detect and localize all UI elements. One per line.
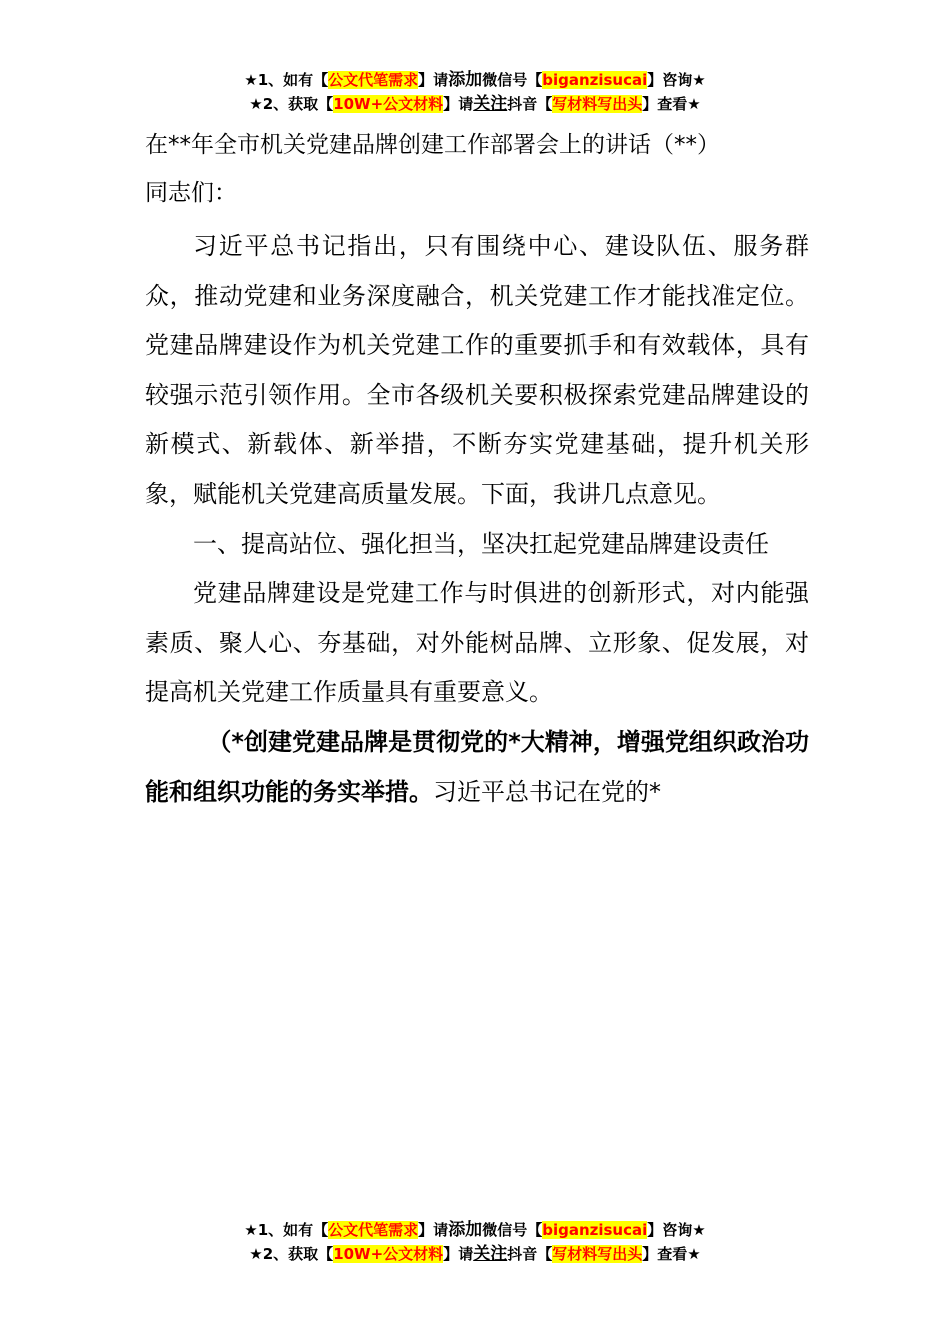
banner-text: 】咨询★ (647, 71, 706, 89)
header-banner-line-2 (0, 92, 950, 116)
highlight-writing-service: 公文代笔需求 (328, 71, 419, 89)
paragraph-3-bold: （*创建党建品牌是贯彻党的*大精神，增强党组织政治功能和组织功能的务实举措。 (145, 727, 809, 806)
banner-emphasis: 添加 (448, 70, 483, 90)
paragraph-3-rest: 习近平总书记在党的* (433, 777, 661, 806)
banner-emphasis: 添加 (448, 1220, 483, 1240)
highlight-materials: 10W+公文材料 (333, 95, 444, 113)
section-heading-1: 一、提高站位、强化担当，坚决扛起党建品牌建设责任 (193, 529, 769, 558)
document-title: 在**年全市机关党建品牌创建工作部署会上的讲话（**） (145, 132, 720, 158)
banner-text: 抖音【 (507, 95, 553, 113)
highlight-wechat-id: biganzisucai (542, 71, 648, 89)
banner-text: 微信号【 (482, 1221, 543, 1239)
banner-text: ★1、如有【 (244, 1221, 329, 1239)
banner-text: ★2、获取【 (249, 95, 334, 113)
banner-text: 】查看★ (642, 95, 701, 113)
banner-text: 抖音【 (507, 1245, 553, 1263)
highlight-douyin-account: 写材料写出头 (552, 95, 643, 113)
paragraph-2: 党建品牌建设是党建工作与时俱进的创新形式，对内能强素质、聚人心、夯基础，对外能树品牌、立形象、促发展，对提高机关党建工作质量具有重要意义。 (145, 579, 809, 707)
banner-emphasis: 关注 (473, 94, 508, 114)
footer-banner (0, 1218, 950, 1266)
banner-text: 微信号【 (482, 71, 543, 89)
banner-text: 】咨询★ (647, 1221, 706, 1239)
footer-banner-line-2 (0, 1242, 950, 1266)
header-banner (0, 68, 950, 116)
banner-text: 】请 (443, 1245, 474, 1263)
highlight-writing-service: 公文代笔需求 (328, 1221, 419, 1239)
header-banner-line-1 (0, 68, 950, 92)
banner-emphasis: 关注 (473, 1244, 508, 1264)
paragraph-intro: 习近平总书记指出，只有围绕中心、建设队伍、服务群众，推动党建和业务深度融合，机关党建工作才能找准定位。党建品牌建设作为机关党建工作的重要抓手和有效载体，具有较强示范引领作用。全市各级机关要积极探索党建品牌建设的新模式、新载体、新举措，不断夯实党建基础，提升机关形象，赋能机关党建高质量发展。下面，我讲几点意见。 (145, 232, 809, 508)
paragraph-3 (145, 718, 809, 817)
banner-text: ★1、如有【 (244, 71, 329, 89)
document-body (145, 222, 809, 817)
banner-text: 】请 (443, 95, 474, 113)
footer-banner-line-1 (0, 1218, 950, 1242)
banner-text: 】查看★ (642, 1245, 701, 1263)
highlight-douyin-account: 写材料写出头 (552, 1245, 643, 1263)
banner-text: ★2、获取【 (249, 1245, 334, 1263)
banner-text: 】请 (418, 1221, 449, 1239)
highlight-materials: 10W+公文材料 (333, 1245, 444, 1263)
banner-text: 】请 (418, 71, 449, 89)
highlight-wechat-id: biganzisucai (542, 1221, 648, 1239)
greeting: 同志们： (145, 180, 237, 206)
